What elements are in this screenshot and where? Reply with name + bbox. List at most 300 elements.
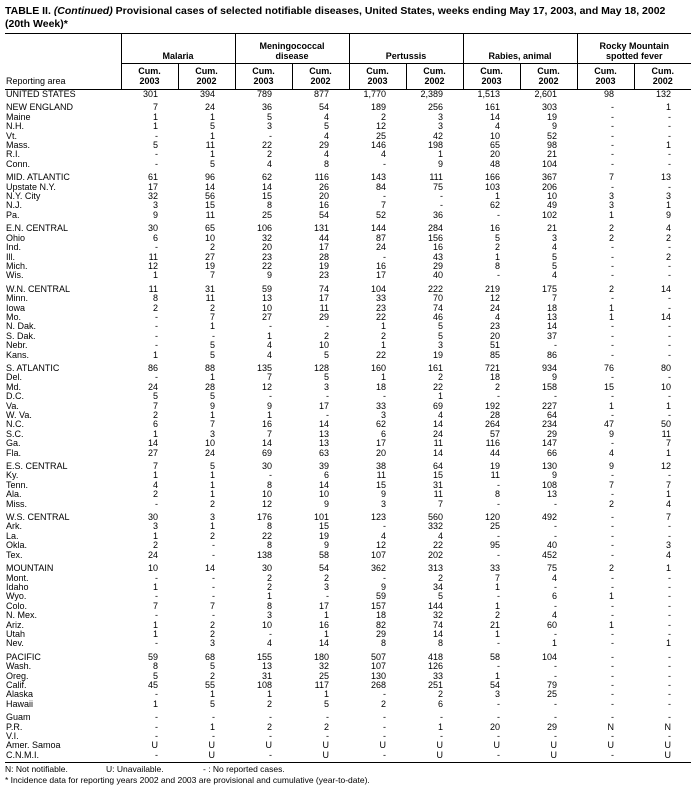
value-cell: 27 bbox=[147, 447, 158, 458]
value-cell: 4 bbox=[552, 610, 558, 621]
year-label: 2002 bbox=[310, 76, 331, 86]
value-cell: - bbox=[611, 670, 615, 681]
table-title-prefix: TABLE II. bbox=[5, 5, 51, 17]
reporting-area-cell: Del. bbox=[6, 372, 23, 383]
value-cell: 36 bbox=[433, 209, 444, 220]
value-cell: 7 bbox=[266, 428, 272, 439]
value-cell: 2 bbox=[209, 628, 215, 639]
value-cell: - bbox=[668, 111, 672, 122]
reporting-area-cell: Ky. bbox=[6, 470, 19, 481]
value-cell: 7 bbox=[381, 200, 387, 211]
value-cell: - bbox=[212, 610, 215, 621]
value-cell: 1 bbox=[152, 428, 158, 439]
value-cell: 17 bbox=[376, 270, 387, 281]
value-cell: U bbox=[493, 740, 501, 751]
value-cell: 7 bbox=[152, 600, 158, 611]
reporting-area-cell: W.N. CENTRAL bbox=[6, 283, 71, 294]
value-cell: N bbox=[607, 721, 615, 732]
reporting-area-cell: Ariz. bbox=[6, 619, 24, 630]
value-cell: 7 bbox=[495, 572, 501, 583]
value-cell: - bbox=[155, 321, 158, 332]
value-cell: U bbox=[208, 740, 215, 751]
value-cell: 14 bbox=[147, 438, 158, 449]
value-cell: 16 bbox=[319, 619, 330, 630]
value-cell: 131 bbox=[313, 223, 330, 234]
value-cell: 5 bbox=[152, 140, 158, 151]
value-cell: 1,513 bbox=[477, 89, 501, 99]
value-cell: 10 bbox=[261, 489, 272, 500]
value-cell: 104 bbox=[541, 651, 558, 662]
value-cell: - bbox=[668, 530, 672, 541]
value-cell: 14 bbox=[319, 479, 330, 490]
value-cell: 104 bbox=[541, 158, 558, 169]
value-cell: - bbox=[611, 610, 615, 621]
value-cell: 62 bbox=[261, 172, 272, 183]
table-row bbox=[5, 430, 691, 439]
col-header-pertussis-cum-2003 bbox=[349, 64, 406, 90]
value-cell: 2 bbox=[266, 572, 272, 583]
value-cell: 5 bbox=[152, 391, 158, 402]
value-cell: - bbox=[611, 679, 615, 690]
value-cell: 367 bbox=[541, 172, 558, 183]
value-cell: 12 bbox=[376, 121, 387, 132]
value-cell: - bbox=[383, 391, 387, 402]
value-cell: 101 bbox=[313, 512, 330, 523]
reporting-area-cell: N. Dak. bbox=[6, 321, 37, 332]
reporting-area-cell: W. Va. bbox=[6, 410, 32, 420]
reporting-area-cell: Maine bbox=[6, 111, 31, 122]
reporting-area-cell: Okla. bbox=[6, 540, 28, 551]
reporting-area-cell: PACIFIC bbox=[6, 651, 41, 662]
value-cell: 98 bbox=[547, 140, 558, 151]
value-cell: 1 bbox=[666, 102, 672, 113]
value-cell: 2 bbox=[266, 149, 272, 160]
value-cell: 2 bbox=[152, 410, 158, 420]
value-cell: 69 bbox=[261, 447, 272, 458]
value-cell: 8 bbox=[266, 200, 272, 211]
value-cell: 45 bbox=[147, 679, 158, 690]
value-cell: 1 bbox=[209, 689, 215, 700]
table-row bbox=[5, 551, 691, 560]
value-cell: 66 bbox=[547, 447, 558, 458]
table-row bbox=[5, 592, 691, 601]
value-cell: 3 bbox=[266, 610, 272, 621]
value-cell: - bbox=[554, 530, 558, 541]
value-cell: 1 bbox=[209, 721, 215, 732]
reporting-area-cell: V.I. bbox=[6, 731, 19, 741]
footnote-not-notifiable: N: Not notifiable. bbox=[5, 764, 68, 775]
cum-label: Cum. bbox=[480, 66, 503, 76]
value-cell: 2 bbox=[609, 283, 615, 294]
value-cell: 25 bbox=[547, 689, 558, 700]
value-cell: 34 bbox=[433, 581, 444, 592]
value-cell: U bbox=[265, 740, 272, 751]
value-cell: 3 bbox=[438, 111, 444, 122]
value-cell: - bbox=[611, 731, 615, 741]
value-cell: 27 bbox=[261, 311, 272, 322]
table-row bbox=[5, 351, 691, 360]
value-cell: - bbox=[668, 679, 672, 690]
value-cell: - bbox=[440, 200, 444, 211]
value-cell: 7 bbox=[552, 293, 558, 304]
value-cell: - bbox=[155, 731, 158, 741]
reporting-area-cell: Ind. bbox=[6, 242, 22, 253]
value-cell: - bbox=[668, 591, 672, 602]
region-row bbox=[5, 564, 691, 573]
value-cell: 10 bbox=[261, 619, 272, 630]
cum-label: Cum. bbox=[651, 66, 675, 76]
value-cell: U bbox=[379, 740, 387, 751]
value-cell: - bbox=[668, 712, 672, 723]
value-cell: 24 bbox=[147, 549, 158, 560]
value-cell: 3 bbox=[324, 581, 330, 592]
reporting-area-cell: Miss. bbox=[6, 498, 27, 509]
value-cell: 1 bbox=[324, 610, 330, 621]
table-row bbox=[5, 751, 691, 760]
value-cell: 202 bbox=[427, 549, 444, 560]
value-cell: - bbox=[269, 470, 272, 481]
value-cell: - bbox=[383, 251, 387, 262]
value-cell: 1 bbox=[152, 530, 158, 541]
value-cell: 69 bbox=[433, 400, 444, 411]
table-row bbox=[5, 630, 691, 639]
value-cell: 176 bbox=[256, 512, 272, 523]
table-row bbox=[5, 243, 691, 252]
value-cell: U bbox=[607, 740, 615, 751]
value-cell: 11 bbox=[490, 470, 501, 481]
value-cell: 6 bbox=[438, 698, 444, 709]
footnote-unavailable: U: Unavailable. bbox=[106, 764, 164, 775]
value-cell: 43 bbox=[433, 251, 444, 262]
reporting-area-cell: E.S. CENTRAL bbox=[6, 461, 68, 472]
value-cell: 7 bbox=[438, 498, 444, 509]
value-cell: 96 bbox=[204, 172, 215, 183]
value-cell: - bbox=[326, 391, 330, 402]
cum-label: Cum. bbox=[138, 66, 161, 76]
value-cell: 4 bbox=[552, 242, 558, 253]
value-cell: 8 bbox=[324, 158, 330, 169]
value-cell: 9 bbox=[609, 461, 615, 472]
value-cell: 32 bbox=[433, 610, 444, 621]
value-cell: 88 bbox=[204, 362, 215, 373]
value-cell: 12 bbox=[261, 498, 272, 509]
value-cell: 18 bbox=[547, 302, 558, 313]
value-cell: 6 bbox=[152, 232, 158, 243]
value-cell: 19 bbox=[319, 260, 330, 271]
value-cell: 10 bbox=[490, 130, 501, 141]
value-cell: 28 bbox=[204, 381, 215, 392]
year-label: 2002 bbox=[424, 76, 445, 86]
value-cell: 2 bbox=[666, 251, 672, 262]
value-cell: - bbox=[155, 311, 158, 322]
value-cell: - bbox=[611, 372, 615, 383]
value-cell: 4 bbox=[324, 111, 330, 122]
value-cell: - bbox=[155, 372, 158, 383]
value-cell: 50 bbox=[661, 419, 672, 430]
value-cell: 1 bbox=[152, 111, 158, 122]
value-cell: 4 bbox=[266, 638, 272, 649]
value-cell: 1 bbox=[209, 372, 215, 383]
value-cell: - bbox=[155, 721, 158, 732]
value-cell: - bbox=[212, 572, 215, 583]
value-cell: - bbox=[611, 410, 615, 420]
value-cell: 128 bbox=[313, 362, 330, 373]
value-cell: - bbox=[611, 581, 615, 592]
value-cell: 39 bbox=[319, 461, 330, 472]
value-cell: 16 bbox=[319, 200, 330, 211]
year-label: 2002 bbox=[538, 76, 559, 86]
value-cell: 29 bbox=[376, 628, 387, 639]
value-cell: - bbox=[611, 470, 615, 481]
value-cell: U bbox=[550, 740, 558, 751]
reporting-area-cell: Mont. bbox=[6, 572, 29, 583]
value-cell: 3 bbox=[438, 340, 444, 351]
value-cell: - bbox=[212, 712, 215, 723]
value-cell: 132 bbox=[655, 89, 672, 99]
value-cell: 9 bbox=[552, 372, 558, 383]
value-cell: 192 bbox=[484, 400, 501, 411]
value-cell: 1 bbox=[209, 489, 215, 500]
reporting-area-cell: Alaska bbox=[6, 689, 34, 700]
value-cell: 1 bbox=[324, 628, 330, 639]
col-header-meningococcal-cum-2002 bbox=[292, 64, 349, 90]
value-cell: - bbox=[611, 321, 615, 332]
value-cell: 117 bbox=[314, 679, 330, 690]
value-cell: - bbox=[212, 549, 215, 560]
value-cell: 3 bbox=[209, 638, 215, 649]
reporting-area-cell: Nebr. bbox=[6, 340, 28, 351]
value-cell: 3 bbox=[209, 512, 215, 523]
value-cell: 5 bbox=[324, 349, 330, 360]
value-cell: 4 bbox=[552, 270, 558, 281]
value-cell: 3 bbox=[266, 121, 272, 132]
table-row bbox=[5, 341, 691, 350]
reporting-area-cell: Ohio bbox=[6, 232, 26, 243]
value-cell: 123 bbox=[370, 512, 387, 523]
value-cell: 9 bbox=[381, 581, 387, 592]
value-cell: U bbox=[208, 749, 215, 760]
table-row bbox=[5, 662, 691, 671]
value-cell: 8 bbox=[152, 661, 158, 672]
value-cell: 32 bbox=[319, 661, 330, 672]
value-cell: 20 bbox=[376, 447, 387, 458]
reporting-area-cell: Colo. bbox=[6, 600, 28, 611]
value-cell: 2 bbox=[209, 670, 215, 681]
value-cell: - bbox=[668, 670, 672, 681]
value-cell: 1 bbox=[552, 638, 558, 649]
value-cell: 54 bbox=[319, 563, 330, 574]
value-cell: 1 bbox=[666, 140, 672, 151]
value-cell: 9 bbox=[152, 209, 158, 220]
value-cell: 32 bbox=[261, 232, 272, 243]
value-cell: - bbox=[155, 689, 158, 700]
footnote-no-reported-cases: - : No reported cases. bbox=[203, 764, 285, 775]
value-cell: 27 bbox=[204, 251, 215, 262]
cum-label: Cum. bbox=[594, 66, 617, 76]
value-cell: 31 bbox=[433, 479, 444, 490]
table-row bbox=[5, 583, 691, 592]
value-cell: 25 bbox=[261, 209, 272, 220]
value-cell: 1 bbox=[266, 410, 272, 420]
value-cell: 30 bbox=[261, 563, 272, 574]
value-cell: 13 bbox=[261, 293, 272, 304]
value-cell: 54 bbox=[490, 679, 501, 690]
value-cell: - bbox=[554, 581, 558, 592]
value-cell: - bbox=[383, 191, 387, 202]
value-cell: 3 bbox=[666, 540, 672, 551]
value-cell: 166 bbox=[484, 172, 501, 183]
reporting-area-cell: Ark. bbox=[6, 521, 23, 532]
value-cell: 5 bbox=[324, 372, 330, 383]
reporting-area-cell: Hawaii bbox=[6, 698, 34, 709]
value-cell: 29 bbox=[547, 721, 558, 732]
value-cell: - bbox=[155, 330, 158, 341]
value-cell: - bbox=[611, 698, 615, 709]
value-cell: - bbox=[554, 498, 558, 509]
value-cell: - bbox=[668, 330, 672, 341]
value-cell: - bbox=[668, 293, 672, 304]
value-cell: 2 bbox=[495, 242, 501, 253]
value-cell: U bbox=[436, 740, 444, 751]
value-cell: 12 bbox=[661, 461, 672, 472]
value-cell: - bbox=[155, 610, 158, 621]
table-title-week: (20th Week)* bbox=[5, 17, 68, 30]
value-cell: - bbox=[611, 530, 615, 541]
value-cell: 11 bbox=[661, 428, 672, 439]
value-cell: 4 bbox=[324, 130, 330, 141]
value-cell: 8 bbox=[266, 479, 272, 490]
value-cell: 15 bbox=[261, 191, 272, 202]
value-cell: 1 bbox=[381, 372, 387, 383]
value-cell: 85 bbox=[490, 349, 501, 360]
cum-label: Cum. bbox=[309, 66, 332, 76]
value-cell: 12 bbox=[490, 293, 501, 304]
value-cell: - bbox=[611, 140, 615, 151]
value-cell: 1 bbox=[209, 521, 215, 532]
value-cell: 4 bbox=[324, 149, 330, 160]
value-cell: - bbox=[611, 651, 615, 662]
value-cell: 8 bbox=[266, 521, 272, 532]
value-cell: - bbox=[155, 638, 158, 649]
value-cell: 2 bbox=[438, 372, 444, 383]
reporting-area-cell: N.C. bbox=[6, 419, 24, 430]
value-cell: - bbox=[668, 661, 672, 672]
value-cell: - bbox=[554, 698, 558, 709]
value-cell: 227 bbox=[541, 400, 558, 411]
value-cell: - bbox=[554, 600, 558, 611]
value-cell: 3 bbox=[552, 232, 558, 243]
value-cell: 7 bbox=[209, 600, 215, 611]
value-cell: 1 bbox=[609, 591, 615, 602]
table-row bbox=[5, 132, 691, 141]
reporting-area-cell: D.C. bbox=[6, 391, 24, 402]
reporting-area-cell: Ill. bbox=[6, 251, 15, 262]
value-cell: 40 bbox=[547, 540, 558, 551]
value-cell: 19 bbox=[319, 530, 330, 541]
value-cell: 1 bbox=[152, 349, 158, 360]
value-cell: 74 bbox=[433, 302, 444, 313]
table-row bbox=[5, 332, 691, 341]
table-row bbox=[5, 690, 691, 699]
value-cell: 6 bbox=[152, 419, 158, 430]
value-cell: 146 bbox=[370, 140, 387, 151]
value-cell: 1 bbox=[666, 447, 672, 458]
value-cell: - bbox=[269, 712, 272, 723]
value-cell: 1 bbox=[152, 470, 158, 481]
value-cell: 156 bbox=[427, 232, 444, 243]
value-cell: 4 bbox=[438, 410, 444, 420]
value-cell: 16 bbox=[261, 419, 272, 430]
value-cell: - bbox=[383, 721, 387, 732]
table-row bbox=[5, 313, 691, 322]
table-title bbox=[5, 5, 691, 30]
value-cell: 1 bbox=[209, 149, 215, 160]
value-cell: - bbox=[383, 572, 387, 583]
value-cell: 54 bbox=[319, 209, 330, 220]
table-row bbox=[5, 532, 691, 541]
value-cell: 877 bbox=[313, 89, 330, 99]
value-cell: - bbox=[212, 581, 215, 592]
value-cell: 80 bbox=[661, 362, 672, 373]
value-cell: 108 bbox=[541, 479, 558, 490]
value-cell: 1 bbox=[495, 628, 501, 639]
value-cell: 15 bbox=[433, 470, 444, 481]
value-cell: 86 bbox=[147, 362, 158, 373]
col-group-meningococcal-disease: Meningococcal disease bbox=[235, 34, 349, 64]
value-cell: - bbox=[269, 749, 272, 760]
value-cell: 1 bbox=[152, 270, 158, 281]
value-cell: 4 bbox=[438, 530, 444, 541]
value-cell: 4 bbox=[381, 149, 387, 160]
value-cell: 15 bbox=[204, 200, 215, 211]
value-cell: 14 bbox=[319, 638, 330, 649]
reporting-area-cell: Tex. bbox=[6, 549, 23, 560]
table-row bbox=[5, 294, 691, 303]
value-cell: 7 bbox=[609, 172, 615, 183]
value-cell: 30 bbox=[147, 223, 158, 234]
col-header-malaria-cum-2002 bbox=[178, 64, 235, 90]
value-cell: 76 bbox=[604, 362, 615, 373]
value-cell: 24 bbox=[433, 428, 444, 439]
value-cell: 492 bbox=[541, 512, 558, 523]
value-cell: - bbox=[611, 391, 615, 402]
value-cell: 52 bbox=[376, 209, 387, 220]
value-cell: - bbox=[668, 581, 672, 592]
value-cell: 116 bbox=[485, 438, 501, 449]
value-cell: 55 bbox=[204, 679, 215, 690]
table-row bbox=[5, 420, 691, 429]
value-cell: 24 bbox=[147, 381, 158, 392]
value-cell: - bbox=[440, 191, 444, 202]
value-cell: 3 bbox=[438, 121, 444, 132]
value-cell: 103 bbox=[484, 181, 501, 192]
value-cell: N bbox=[664, 721, 672, 732]
table-row bbox=[5, 700, 691, 709]
value-cell: 17 bbox=[319, 600, 330, 611]
value-cell: 15 bbox=[376, 479, 387, 490]
value-cell: 22 bbox=[433, 540, 444, 551]
value-cell: 143 bbox=[370, 172, 387, 183]
value-cell: - bbox=[269, 321, 272, 332]
value-cell: 4 bbox=[266, 349, 272, 360]
table-row bbox=[5, 253, 691, 262]
value-cell: - bbox=[611, 270, 615, 281]
value-cell: 22 bbox=[376, 311, 387, 322]
reporting-area-cell: Nev. bbox=[6, 638, 24, 649]
value-cell: 130 bbox=[541, 461, 558, 472]
value-cell: 934 bbox=[541, 362, 558, 373]
value-cell: - bbox=[212, 591, 215, 602]
